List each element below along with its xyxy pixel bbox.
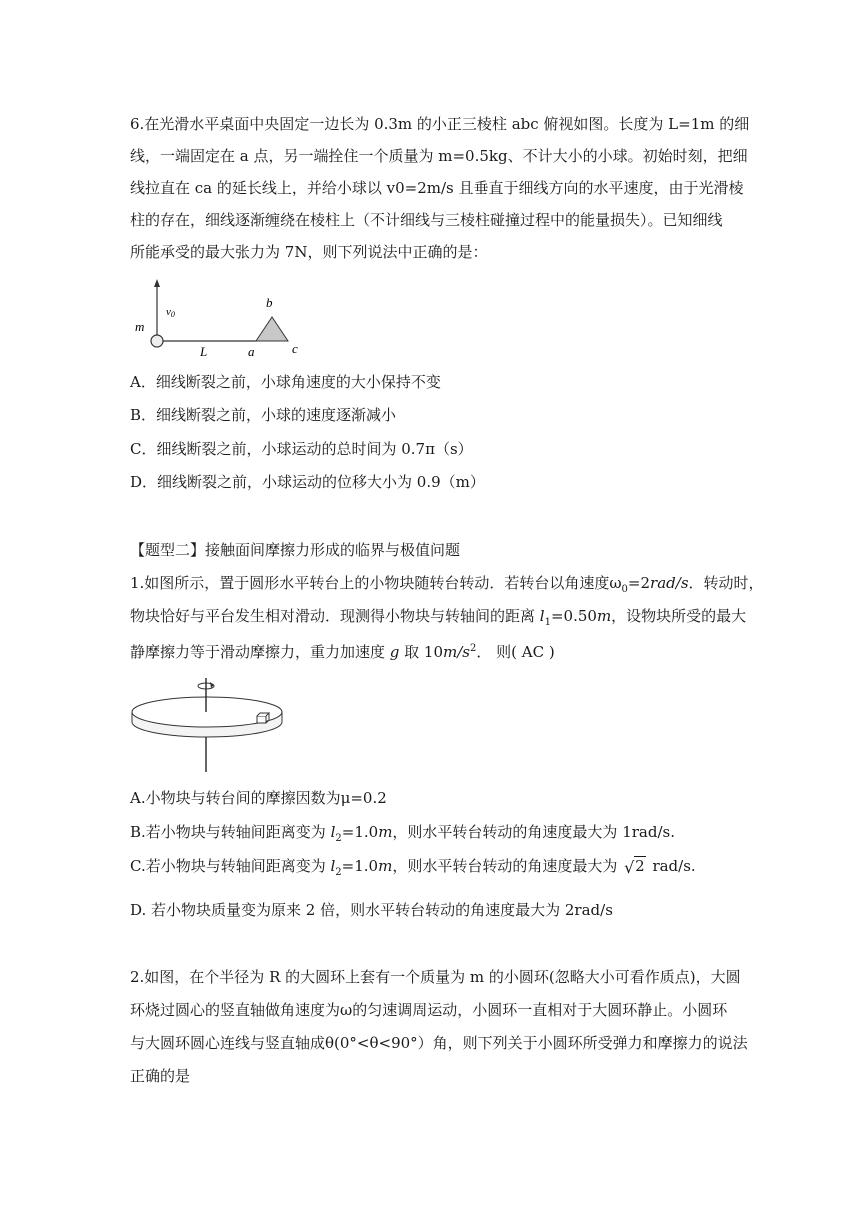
question-2-line: 2.如图，在个半径为 R 的大圆环上套有一个质量为 m 的小圆环(忽略大小可看作质点)，大圆 bbox=[130, 968, 741, 986]
sqrt-symbol: √ 2 bbox=[624, 857, 645, 877]
vertex-b-label: b bbox=[266, 295, 273, 310]
question-1-line-2: 物块恰好与平台发生相对滑动．现测得小物块与转轴间的距离 $l_1=0.50m$，设物块所受的最大 bbox=[130, 607, 747, 628]
question-6-line: 柱的存在，细线逐渐缠绕在棱柱上（不计细线与三棱柱碰撞过程中的能量损失）。已知细线 bbox=[130, 211, 723, 229]
prism-diagram bbox=[130, 278, 310, 364]
question-2-line: 正确的是 bbox=[130, 1067, 191, 1085]
mass-label: m bbox=[135, 319, 145, 334]
v0-label: v0 bbox=[166, 306, 175, 319]
question-6-line: 6.在光滑水平桌面中央固定一边长为 0.3m 的小正三棱柱 abc 俯视如图。长度为 L=1m 的细 bbox=[130, 115, 750, 133]
option-a: A.小物块与转台间的摩擦因数为μ=0.2 bbox=[130, 789, 387, 807]
length-label: L bbox=[200, 344, 208, 359]
vertex-c-label: c bbox=[292, 341, 298, 356]
question-2-line: 与大圆环圆心连线与竖直轴成θ(0°<θ<90°）角，则下列关于小圆环所受弹力和摩擦力的说法 bbox=[130, 1034, 748, 1052]
question-2-line: 环烧过圆心的竖直轴做角速度为ω的匀速调周运动，小圆环一直相对于大圆环静止。小圆环 bbox=[130, 1001, 728, 1019]
option-b: B．细线断裂之前，小球的速度逐渐减小 bbox=[130, 406, 397, 424]
option-d: D．细线断裂之前，小球运动的位移大小为 0.9（m） bbox=[130, 473, 485, 491]
option-d: D. 若小物块质量变为原来 2 倍，则水平转台转动的角速度最大为 2rad/s bbox=[130, 901, 613, 919]
vertex-a-label: a bbox=[248, 344, 255, 359]
option-b: B.若小物块与转轴间距离变为 $l_2=1.0m$，则水平转台转动的角速度最大为 1rad/s. bbox=[130, 823, 675, 844]
triangle-prism bbox=[256, 317, 288, 341]
question-1-line-1: 1.如图所示，置于圆形水平转台上的小物块随转台转动．若转台以角速度$\omega_0=2rad/s$．转动时， bbox=[130, 574, 764, 595]
section-title: 【题型二】接触面间摩擦力形成的临界与极值问题 bbox=[130, 541, 461, 559]
option-c: C．细线断裂之前，小球运动的总时间为 0.7π（s） bbox=[130, 440, 473, 458]
ball bbox=[151, 335, 163, 347]
question-6-line: 线拉直在 ca 的延长线上，并给小球以 v0=2m/s 且垂直于细线方向的水平速度，由于光滑棱 bbox=[130, 179, 744, 197]
turntable-diagram bbox=[128, 674, 290, 774]
question-6-line: 线，一端固定在 a 点，另一端拴住一个质量为 m=0.5kg、不计大小的小球。初始时刻，把细 bbox=[130, 147, 748, 165]
option-a: A．细线断裂之前，小球角速度的大小保持不变 bbox=[130, 373, 441, 391]
question-1-line-3: 静摩擦力等于滑动摩擦力，重力加速度 g 取 $10m/s^2$． 则( AC ) bbox=[130, 643, 555, 661]
question-6-line: 所能承受的最大张力为 7N，则下列说法中正确的是： bbox=[130, 243, 488, 261]
option-c: C.若小物块与转轴间距离变为 $l_2=1.0m$，则水平转台转动的角速度最大为 √ 2 rad/s. bbox=[130, 857, 696, 878]
